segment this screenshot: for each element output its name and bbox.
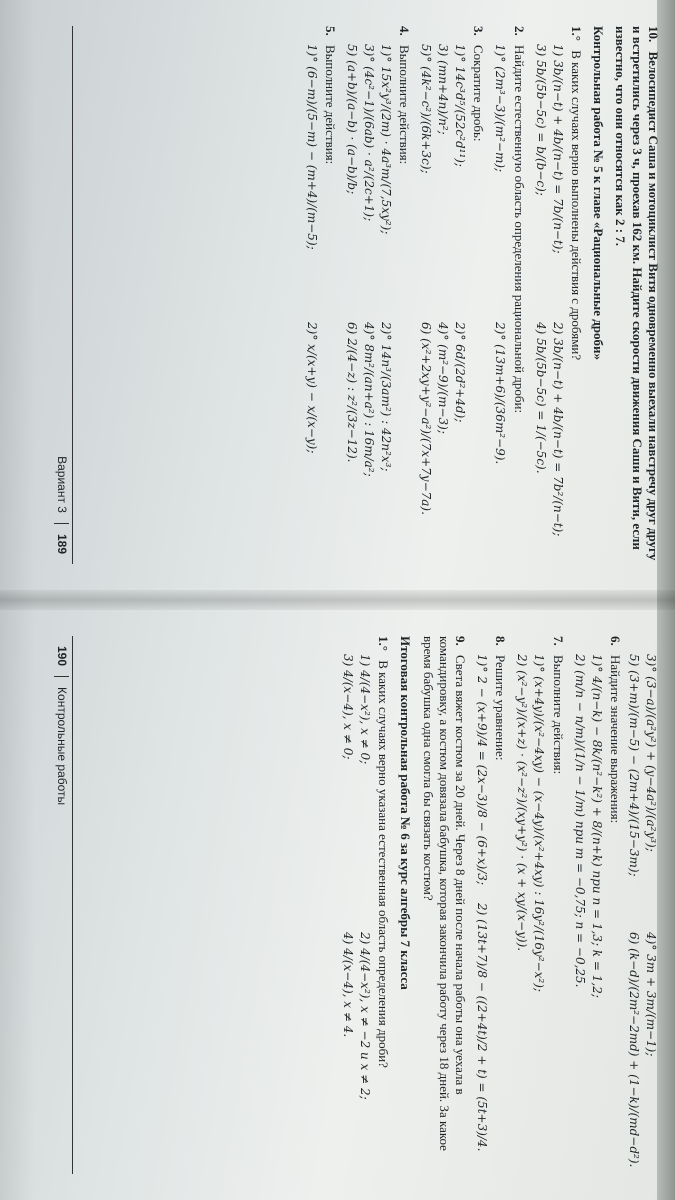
task-text: Велосипедист Саша и мотоциклист Витя одновременно выехали навстречу друг другу и встретились через 3 ч, проехав 162 км. Найдите скорости движения Саши и Вити, если известно, что они относятся как 2 : 7.: [613, 26, 661, 561]
task-items: [533, 44, 565, 564]
work-title: Контрольная работа № 5 к главе «Рациональные дроби»: [591, 26, 607, 361]
task-item: 1)° (x+4y)/(x²−4xy) − (x−4y)/(x²+4xy) : 16y²/(16y²−x²);: [532, 654, 547, 992]
task-text: Выполните действия:: [397, 45, 413, 165]
task-text: Решите уравнение:: [493, 655, 509, 761]
task-item: 6) 2/(4−z) : z²/(3z−12).: [345, 322, 359, 463]
task-item: 5)° (4k²−c²)/(6k+3c);: [419, 44, 434, 174]
task-items: [493, 44, 508, 564]
task-5: [304, 26, 338, 564]
task-number: 9.: [453, 636, 469, 646]
left-page: [0, 0, 675, 590]
task-items: [418, 44, 467, 564]
footer-section: Контрольные работы: [55, 687, 70, 806]
task-items: [474, 654, 489, 1174]
task-3: [418, 26, 486, 564]
task-text: Света вяжет костюм за 20 дней. Через 8 дней после начала работы она уехала в командировку, а костюм довязала бабушка, которая закончила работу через 18 дней. За какое время бабушка одна смогла бы связать костюм?: [420, 636, 469, 1151]
task-text: Сократите дробь:: [471, 45, 487, 142]
task-item: 1)° (6−m)/(5−m) − (m+4)/(m−5);: [304, 44, 319, 250]
task-1: [533, 26, 584, 564]
task-number: 4.: [397, 26, 413, 36]
task-item: 4)° 8m²/(an+a²) : 16m/a²;: [362, 322, 376, 477]
task-item: 2)° 6d/(2d²+4d);: [453, 322, 468, 423]
task-4: [344, 26, 412, 564]
task-item: 2) (13t+7)/8 − ((2+4t)/2 + t) = (5t+3)/4.: [475, 903, 490, 1152]
task-number: 8.: [493, 636, 509, 646]
task-number: 1.°: [569, 26, 584, 41]
task-item: 6) (k−d)/(2m²−2md) + (1−k)/(md−d²).: [627, 932, 641, 1168]
task-item: 3) (mn+4n)/n²;: [436, 44, 451, 135]
task-item: 1)° 2 − (x+9)/4 = (2x−3)/8 − (6+x)/3;: [475, 654, 490, 885]
task-10: [612, 26, 661, 564]
task-item: 3) 5b/(5b−5c) = b/(b−c);: [533, 44, 548, 196]
page-number: 190: [55, 636, 70, 677]
task-text: В каких случаях верно указана естественная область определения дроби?: [376, 660, 392, 1068]
task-item: 2) (m/n − n/m)/(1/n − 1/m) при m = −0,75; n = −0,25.: [572, 654, 587, 988]
task-item: 1)° 4/(n−k) − 8k/(n²−k²) + 8/(n+k) при n = 1,3; k = 1,2;: [589, 654, 604, 998]
task-item: 4) 5b/(5b−5c) = 1/(−5c).: [533, 322, 548, 474]
task-item: 6) (x²+2xy+y²−a²)/(7x+7y−7a).: [419, 322, 434, 515]
task-number: 1.°: [376, 636, 392, 651]
task-item: 1)° 14c³d⁵/(52c²d¹¹);: [453, 44, 468, 167]
task-item: 2)° 14n³/(3am²) : 42n²x³;: [379, 322, 393, 472]
task-9: [420, 636, 469, 1174]
task-item: 2) 4/(4−x²), x ≠ −2 и x ≠ 2;: [358, 932, 372, 1100]
task-item: 2) (x²−y²)/(x+z) · (x²−z²)/(xy+y²) · (x + xy/(x−y)).: [515, 654, 530, 952]
task-item: 5) (a+b)/(a−b) · (a−b)/b;: [345, 44, 359, 195]
task-items: [515, 654, 547, 1174]
task-number: 5.: [323, 26, 338, 36]
task-item: 2)° (13m+6)/(36m²−9).: [493, 322, 508, 465]
task-items: [340, 654, 372, 1174]
task-item: 3)° (3−a)/(a²y²) + (y−4a²)/(a²y³);: [644, 654, 658, 852]
page-shadow: [0, 0, 35, 1200]
task-item: 4) 4/(x−4), x ≠ 4.: [341, 932, 355, 1038]
continued-items: [626, 654, 658, 1174]
task-item: 5) (3+m)/(m−5) − (2m+4)/(15−3m);: [627, 654, 641, 877]
task-item: 1)° 15x²y³/(2m) · 4a³m/(7,5xy²);: [379, 44, 393, 235]
right-page: [0, 610, 675, 1200]
task-items: [572, 654, 604, 1174]
task-text: Найдите естественную область определения рациональной дроби:: [511, 45, 527, 414]
task-text: В каких случаях верно выполнены действия с дробями?: [569, 50, 584, 361]
task-item: 3)° (4c²−1)/(6ab) · a²/(2c+1);: [362, 44, 376, 222]
task-number: 10.: [646, 26, 661, 43]
task-item: 4)° (m²−9)/(m−3);: [436, 322, 451, 434]
task-7: [515, 636, 566, 1174]
task-item: 1)° (2m³−3)/(m²−m);: [493, 44, 508, 173]
task-item: 1) 4/(4−x²), x ≠ 0;: [358, 654, 372, 765]
task-number: 7.: [550, 636, 566, 646]
task-8: [474, 636, 508, 1174]
task-text: Выполните действия:: [550, 655, 566, 775]
right-page-footer: [52, 636, 73, 1174]
task-item: 2) 3b/(n−t) + 4b/(n−t) = 7b²/(n−t);: [550, 322, 565, 537]
task-items: [344, 44, 393, 564]
task-number: 3.: [471, 26, 487, 36]
task-item: 4)° 3m + 3m/(m−1);: [644, 932, 658, 1057]
task-item: 1) 3b/(n−t) + 4b/(n−t) = 7b/(n−t);: [550, 44, 565, 254]
task-text: Выполните действия:: [323, 45, 338, 165]
task-number: 2.: [511, 26, 527, 36]
final-work-title: Итоговая контрольная работа № 6 за курс алгебры 7 класса: [398, 636, 414, 990]
task-6: [572, 636, 623, 1174]
left-page-footer: [52, 26, 73, 564]
book-gutter: [0, 590, 675, 610]
task-text: Найдите значение выражения:: [608, 655, 623, 824]
task-item: 2)° x/(x+y) − x/(x−y);: [304, 322, 319, 454]
page-number: 189: [55, 523, 70, 564]
task-items: [304, 44, 319, 564]
task-2: [493, 26, 527, 564]
task-number: 6.: [608, 636, 623, 646]
task-item: 3) 4/(x−4), x ≠ 0;: [341, 654, 355, 760]
final-task-1: [340, 636, 391, 1174]
footer-section: Вариант 3: [55, 456, 70, 513]
